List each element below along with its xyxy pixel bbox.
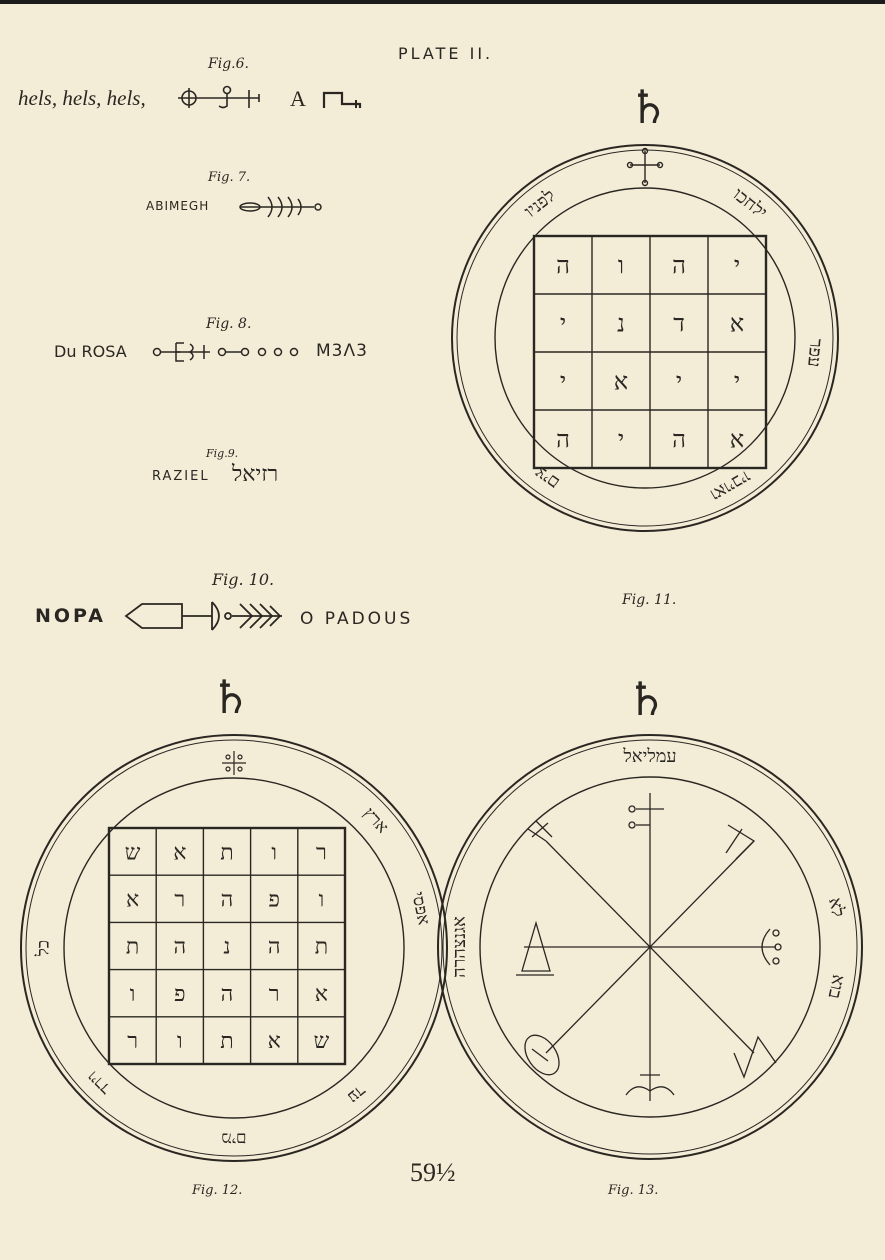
- fig6-glyph-icon: [322, 88, 382, 112]
- fig12-grid-letter: פ: [268, 887, 280, 913]
- fig12-ring-word: וירד: [83, 1066, 116, 1099]
- fig12-caption: Fig. 12.: [192, 1183, 243, 1198]
- fig11-grid-letter: א: [613, 367, 629, 396]
- fig11-grid-letter: ה: [556, 425, 570, 454]
- fig12-grid-letter: ה: [267, 934, 281, 960]
- fig9-caption: Fig.9.: [206, 447, 239, 460]
- fig13-ring-word: אגנצהרה: [449, 916, 470, 978]
- fig12-grid-letter: א: [173, 840, 187, 866]
- fig13-ring-word: לא: [824, 895, 849, 919]
- fig13-saturn-symbol: ♄: [626, 674, 668, 725]
- fig12-ring-word: מים: [221, 1128, 247, 1149]
- fig6-words: hels, hels, hels,: [18, 86, 146, 110]
- fig12-saturn-symbol: ♄: [210, 672, 252, 723]
- fig9-name: RAZIEL: [152, 469, 210, 484]
- fig12-grid-letter: ת: [314, 934, 329, 960]
- fig11-ring-word: ילחכו: [728, 183, 772, 224]
- fig13-seal: [436, 733, 864, 1161]
- fig9-hebrew: רזיאל: [232, 461, 279, 486]
- fig12-ring-word: אפסי: [407, 890, 434, 927]
- fig12-seal: [19, 733, 449, 1163]
- fig7-sigil-icon: [238, 193, 328, 221]
- fig10-caption: Fig. 10.: [212, 570, 275, 589]
- fig12-grid-letter: ר: [127, 1029, 139, 1055]
- fig12-grid-letter: נ: [223, 934, 231, 960]
- fig11-ring-word: לפניו: [520, 185, 560, 223]
- fig12-ring-word: כל: [33, 939, 54, 957]
- fig12-grid-letter: פ: [174, 981, 186, 1007]
- fig12-grid-letter: ה: [173, 934, 187, 960]
- fig11-grid-letter: י: [559, 367, 567, 396]
- fig11-ring-word: עפר: [803, 337, 827, 368]
- fig11-grid-letter: א: [729, 309, 745, 338]
- fig11-grid-letter: י: [559, 309, 567, 338]
- fig6-letter: A: [290, 86, 306, 111]
- fig11-grid-letter: נ: [617, 309, 625, 338]
- fig12-ring-word: ארץ: [358, 803, 393, 838]
- fig11-grid-letter: י: [617, 425, 625, 454]
- fig11-seal: [450, 143, 840, 533]
- fig12-grid-letter: א: [125, 887, 140, 913]
- fig11-ring-word: ואויביו: [706, 465, 755, 506]
- fig12-grid-letter: ת: [220, 840, 234, 866]
- fig12-grid-letter: ת: [220, 1029, 234, 1055]
- fig11-top-cross-icon: [628, 149, 663, 186]
- fig12-grid-letter: ר: [268, 981, 280, 1007]
- fig12-grid-letter: ו: [318, 887, 325, 913]
- page-number: 59½: [410, 1158, 456, 1187]
- fig7-caption: Fig. 7.: [208, 170, 251, 185]
- fig12-grid-letter: ה: [220, 887, 234, 913]
- top-border: [0, 0, 885, 4]
- fig11-saturn-symbol: ♄: [628, 82, 670, 133]
- fig12-grid-letter: ש: [124, 840, 141, 866]
- fig6-caption: Fig.6.: [208, 56, 249, 72]
- fig11-ring-inscription: [521, 184, 827, 506]
- fig13-ring-word: עמליאל: [623, 746, 677, 767]
- fig11-grid-letter: א: [729, 425, 745, 454]
- fig11-grid-letter: י: [675, 367, 683, 396]
- fig11-square-grid: [534, 236, 766, 468]
- fig12-grid-letter: ר: [174, 887, 186, 913]
- fig11-ring-word: צים: [530, 461, 564, 494]
- fig8-suffix: M3Λ3: [316, 341, 368, 361]
- fig11-grid-letter: י: [733, 367, 741, 396]
- fig12-grid-letter: ו: [129, 981, 136, 1007]
- fig13-ring-word: בוא: [823, 972, 850, 1001]
- fig12-ring-word: עד: [343, 1080, 370, 1108]
- fig11-grid-letter: ה: [672, 425, 686, 454]
- fig10-sigil-icon: [122, 596, 302, 636]
- fig8-sigil-icon: [152, 340, 317, 364]
- fig10-left: NOPA: [35, 605, 106, 627]
- fig11-grid-letter: י: [733, 251, 741, 280]
- fig12-grid-letter: ה: [220, 981, 234, 1007]
- fig10-right: O PADOUS: [300, 609, 414, 629]
- fig11-grid-letter: ו: [617, 251, 625, 280]
- fig11-grid-letter: ה: [556, 251, 570, 280]
- fig12-grid-letter: ר: [315, 840, 327, 866]
- fig12-grid-letter: ו: [271, 840, 278, 866]
- fig7-name: ABIMEGH: [146, 199, 210, 213]
- fig6-sigil-icon: [175, 82, 285, 114]
- fig12-grid-letter: ש: [313, 1029, 330, 1055]
- fig13-caption: Fig. 13.: [608, 1183, 659, 1198]
- fig8-prefix: Du ROSA: [54, 342, 127, 361]
- fig12-grid-letter: א: [267, 1029, 281, 1055]
- fig11-grid-letter: ד: [673, 309, 685, 338]
- plate-title: PLATE II.: [398, 44, 494, 63]
- fig12-grid-letter: ת: [125, 934, 140, 960]
- fig11-grid-letter: ה: [672, 251, 686, 280]
- fig12-top-cross-icon: [222, 751, 246, 775]
- fig11-caption: Fig. 11.: [622, 592, 677, 608]
- fig12-grid-letter: ו: [176, 1029, 183, 1055]
- fig12-grid-letter: א: [314, 981, 329, 1007]
- fig13-ring-inscription: [449, 746, 849, 1001]
- fig12-square-grid: [109, 828, 345, 1064]
- fig13-spokes-icon: [516, 793, 781, 1101]
- fig8-caption: Fig. 8.: [206, 316, 252, 332]
